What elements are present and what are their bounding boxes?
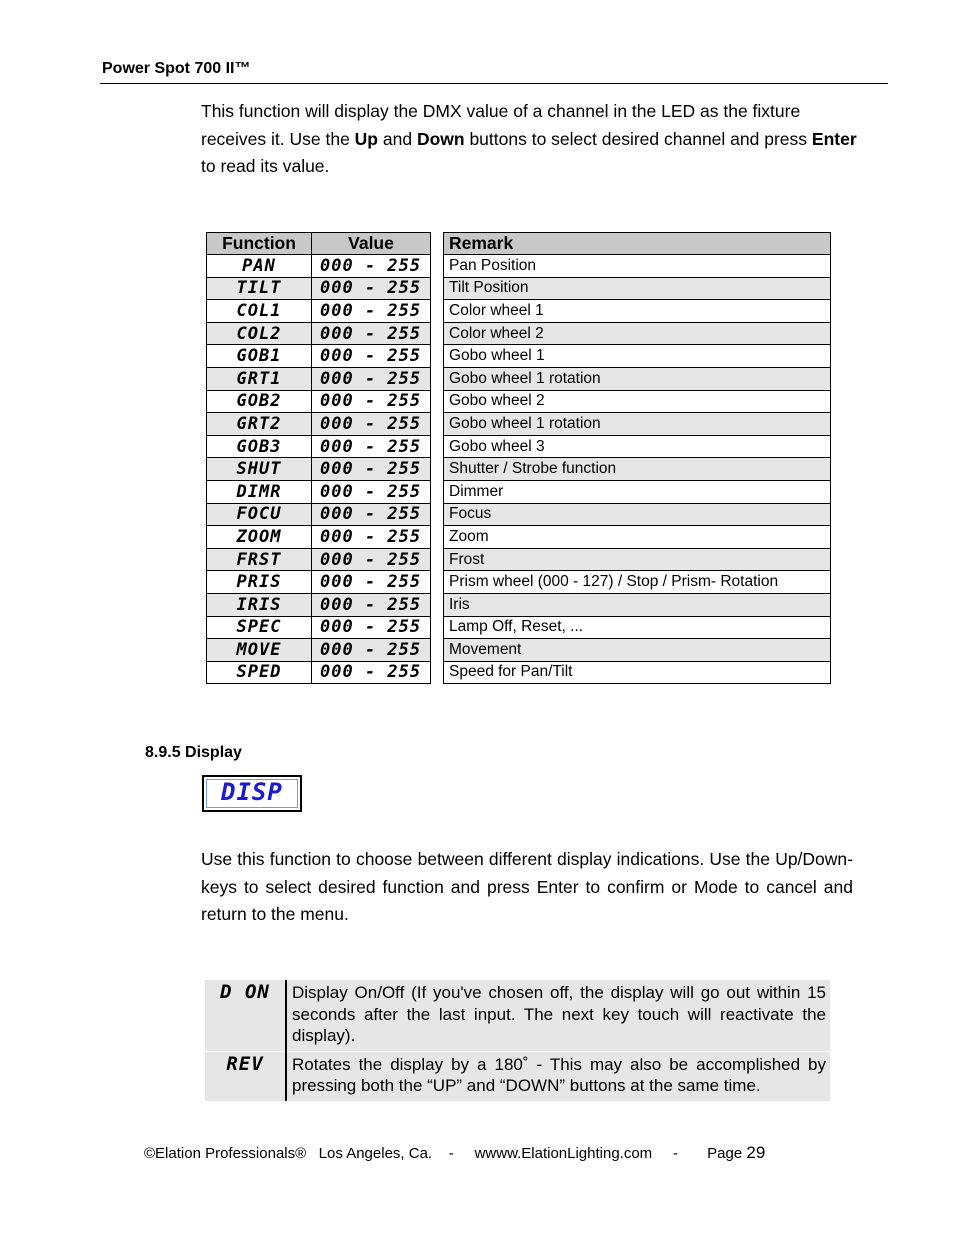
table-row xyxy=(205,1051,830,1101)
remark-cell: Gobo wheel 1 xyxy=(444,345,831,368)
remark-cell: Iris xyxy=(444,593,831,616)
remark-header: Remark xyxy=(444,233,831,255)
function-cell: PAN xyxy=(207,255,312,278)
table-row xyxy=(444,345,831,368)
value-cell: 000 - 255 xyxy=(312,390,431,413)
table-row xyxy=(444,435,831,458)
function-cell: SPEC xyxy=(207,616,312,639)
remark-cell: Dimmer xyxy=(444,480,831,503)
remark-cell: Prism wheel (000 - 127) / Stop / Prism- Rotation xyxy=(444,571,831,594)
table-row xyxy=(444,300,831,323)
intro-text-1: This function will display the DMX value of a channel in the LED as the fixture receives it. Use the xyxy=(201,101,801,149)
value-cell: 000 - 255 xyxy=(312,345,431,368)
table-row xyxy=(444,277,831,300)
value-cell: 000 - 255 xyxy=(312,571,431,594)
table-row xyxy=(207,255,431,278)
remark-cell: Speed for Pan/Tilt xyxy=(444,661,831,684)
function-cell: GRT1 xyxy=(207,367,312,390)
intro-text-2: and xyxy=(378,128,417,149)
intro-up: Up xyxy=(354,128,378,149)
table-row xyxy=(444,526,831,549)
table-row xyxy=(444,503,831,526)
table-row xyxy=(444,661,831,684)
remark-cell: Pan Position xyxy=(444,255,831,278)
remark-cell: Movement xyxy=(444,639,831,662)
channel-table-right xyxy=(443,232,831,684)
table-row xyxy=(207,390,431,413)
function-cell: PRIS xyxy=(207,571,312,594)
table-row xyxy=(444,571,831,594)
remark-cell: Color wheel 2 xyxy=(444,322,831,345)
function-cell: MOVE xyxy=(207,639,312,662)
table-row xyxy=(444,413,831,436)
table-row xyxy=(207,639,431,662)
function-header: Function xyxy=(207,233,312,255)
function-cell: GRT2 xyxy=(207,413,312,436)
remark-cell: Gobo wheel 1 rotation xyxy=(444,413,831,436)
function-cell: COL1 xyxy=(207,300,312,323)
function-cell: SHUT xyxy=(207,458,312,481)
function-cell: GOB1 xyxy=(207,345,312,368)
option-code: REV xyxy=(205,1051,286,1101)
option-text: Rotates the display by a 180˚ - This may also be accomplished by pressing both the “UP” and “DOWN” buttons at the same time. xyxy=(286,1051,830,1101)
remark-cell: Gobo wheel 1 rotation xyxy=(444,367,831,390)
remark-cell: Gobo wheel 3 xyxy=(444,435,831,458)
table-row xyxy=(207,300,431,323)
function-cell: IRIS xyxy=(207,593,312,616)
option-text: Display On/Off (If you've chosen off, the display will go out within 15 seconds after the last input. The next key touch will reactivate the display). xyxy=(286,980,830,1051)
function-cell: FOCU xyxy=(207,503,312,526)
led-display-box xyxy=(202,775,302,812)
display-options-table xyxy=(205,980,830,1101)
table-row xyxy=(444,616,831,639)
function-cell: GOB3 xyxy=(207,435,312,458)
function-cell: ZOOM xyxy=(207,526,312,549)
footer xyxy=(144,1143,765,1163)
value-cell: 000 - 255 xyxy=(312,300,431,323)
table-row xyxy=(444,367,831,390)
intro-text-3: buttons to select desired channel and press xyxy=(464,128,812,149)
remark-cell: Lamp Off, Reset, ... xyxy=(444,616,831,639)
table-row xyxy=(207,616,431,639)
value-cell: 000 - 255 xyxy=(312,480,431,503)
remark-cell: Frost xyxy=(444,548,831,571)
option-code: D ON xyxy=(205,980,286,1051)
table-row xyxy=(444,390,831,413)
table-row xyxy=(207,593,431,616)
table-row xyxy=(207,458,431,481)
footer-text: ©Elation Professionals® Los Angeles, Ca. - wwww.ElationLighting.com - Page xyxy=(144,1145,747,1162)
table-row xyxy=(207,661,431,684)
table-row xyxy=(207,435,431,458)
table-row xyxy=(444,548,831,571)
value-cell: 000 - 255 xyxy=(312,639,431,662)
value-header: Value xyxy=(312,233,431,255)
table-row xyxy=(207,548,431,571)
value-cell: 000 - 255 xyxy=(312,413,431,436)
value-cell: 000 - 255 xyxy=(312,277,431,300)
value-cell: 000 - 255 xyxy=(312,435,431,458)
intro-text-4: to read its value. xyxy=(201,156,330,176)
function-cell: TILT xyxy=(207,277,312,300)
table-row xyxy=(207,277,431,300)
value-cell: 000 - 255 xyxy=(312,503,431,526)
value-cell: 000 - 255 xyxy=(312,616,431,639)
value-cell: 000 - 255 xyxy=(312,661,431,684)
header-rule xyxy=(100,83,888,84)
value-cell: 000 - 255 xyxy=(312,548,431,571)
table-row xyxy=(207,526,431,549)
table-row xyxy=(205,980,830,1051)
function-cell: DIMR xyxy=(207,480,312,503)
function-cell: GOB2 xyxy=(207,390,312,413)
table-row xyxy=(207,571,431,594)
remark-cell: Focus xyxy=(444,503,831,526)
function-cell: SPED xyxy=(207,661,312,684)
table-row xyxy=(207,480,431,503)
intro-paragraph xyxy=(201,98,861,181)
page-number: 29 xyxy=(746,1143,766,1162)
table-header-row xyxy=(207,233,431,255)
intro-down: Down xyxy=(416,128,465,149)
remark-cell: Gobo wheel 2 xyxy=(444,390,831,413)
intro-enter: Enter xyxy=(811,128,857,149)
table-row xyxy=(207,367,431,390)
table-row xyxy=(207,322,431,345)
table-row xyxy=(207,503,431,526)
function-cell: FRST xyxy=(207,548,312,571)
table-row xyxy=(207,413,431,436)
value-cell: 000 - 255 xyxy=(312,322,431,345)
remark-cell: Zoom xyxy=(444,526,831,549)
table-row xyxy=(444,593,831,616)
function-cell: COL2 xyxy=(207,322,312,345)
remark-cell: Color wheel 1 xyxy=(444,300,831,323)
header-title: Power Spot 700 II™ xyxy=(102,60,251,77)
table-row xyxy=(444,480,831,503)
value-cell: 000 - 255 xyxy=(312,255,431,278)
display-paragraph: Use this function to choose between different display indications. Use the Up/Down-keys to select desired function and press Enter to confirm or Mode to cancel and return to the menu. xyxy=(201,849,853,924)
value-cell: 000 - 255 xyxy=(312,593,431,616)
section-title: 8.9.5 Display xyxy=(145,744,242,761)
table-row xyxy=(444,639,831,662)
led-display-text: DISP xyxy=(221,778,283,806)
table-header-row xyxy=(444,233,831,255)
remark-cell: Shutter / Strobe function xyxy=(444,458,831,481)
value-cell: 000 - 255 xyxy=(312,458,431,481)
table-row xyxy=(444,458,831,481)
table-row xyxy=(444,255,831,278)
channel-table-left xyxy=(206,232,431,684)
value-cell: 000 - 255 xyxy=(312,367,431,390)
table-row xyxy=(207,345,431,368)
remark-cell: Tilt Position xyxy=(444,277,831,300)
value-cell: 000 - 255 xyxy=(312,526,431,549)
table-row xyxy=(444,322,831,345)
